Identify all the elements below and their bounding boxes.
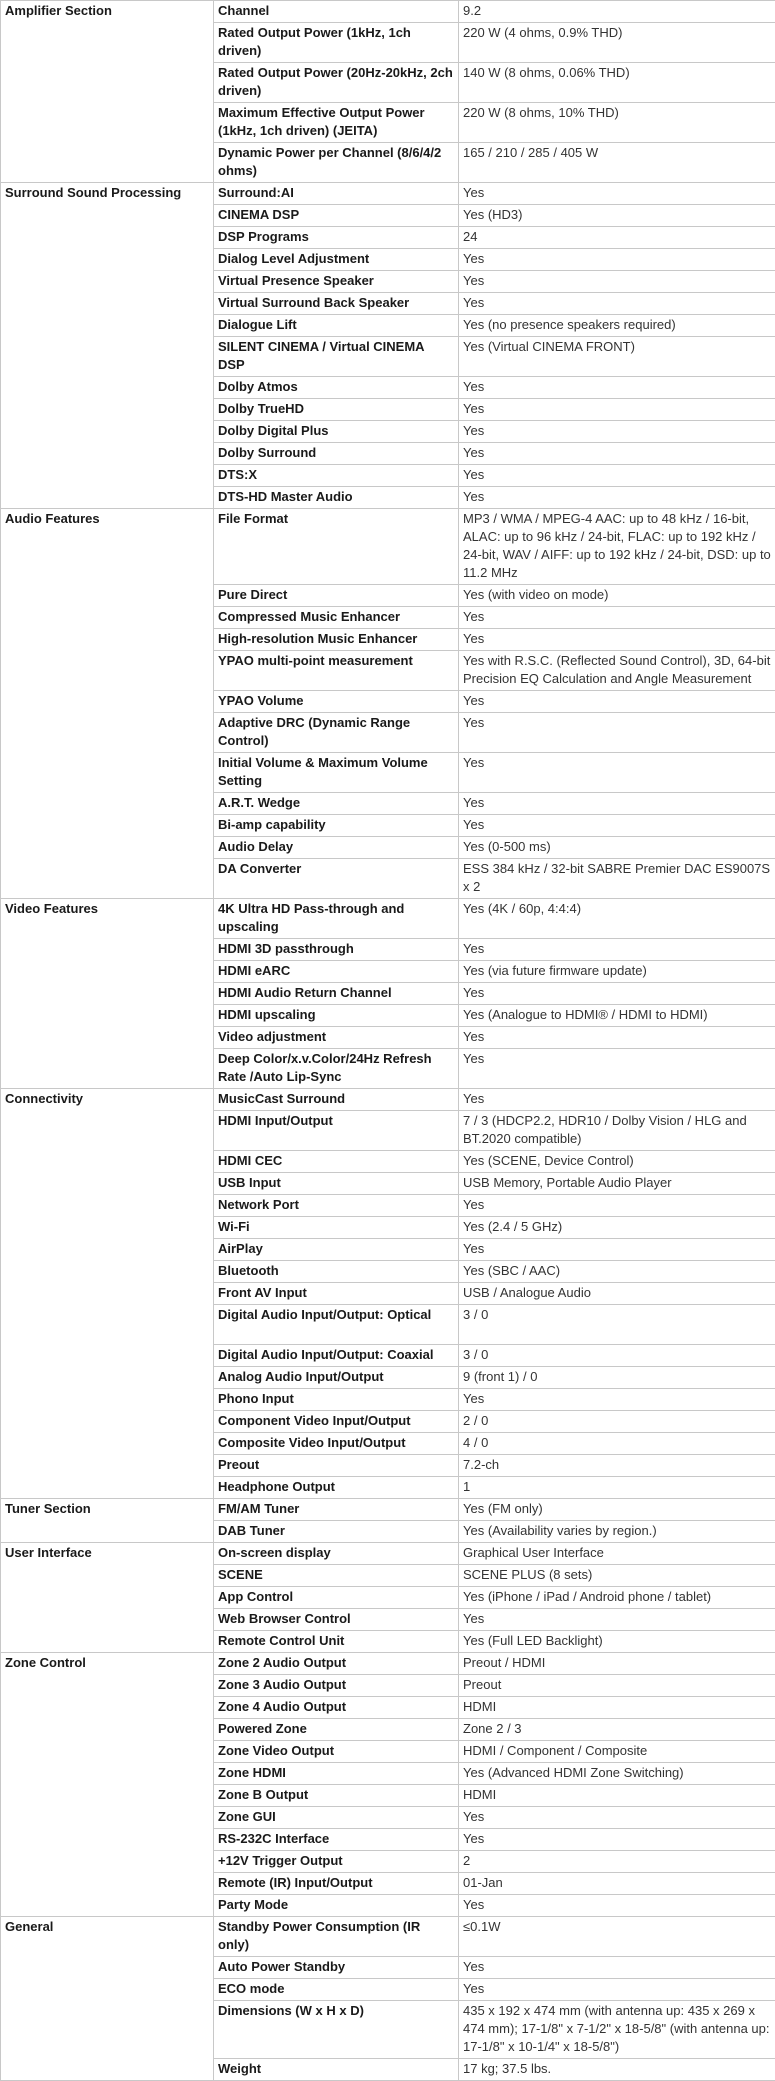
feature-value: Yes [459,249,775,271]
feature-label: DA Converter [214,859,459,899]
feature-label: App Control [214,1587,459,1609]
feature-value: Yes [459,1389,775,1411]
section-heading: Amplifier Section [1,1,214,183]
feature-value: Yes [459,443,775,465]
feature-value: Yes [459,421,775,443]
spec-row [1,1543,775,1565]
feature-label: Component Video Input/Output [214,1411,459,1433]
feature-value: Yes [459,293,775,315]
feature-label: Surround:AI [214,183,459,205]
feature-value: 7 / 3 (HDCP2.2, HDR10 / Dolby Vision / HLG and BT.2020 compatible) [459,1111,775,1151]
feature-value: Yes (no presence speakers required) [459,315,775,337]
feature-value: Yes [459,1027,775,1049]
feature-label: A.R.T. Wedge [214,793,459,815]
feature-value: 01-Jan [459,1873,775,1895]
feature-label: Bluetooth [214,1261,459,1283]
section-heading: Connectivity [1,1089,214,1499]
feature-value: Yes (with video on mode) [459,585,775,607]
feature-value: ESS 384 kHz / 32-bit SABRE Premier DAC ES9007S x 2 [459,859,775,899]
feature-label: Zone 4 Audio Output [214,1697,459,1719]
feature-label: HDMI CEC [214,1151,459,1173]
feature-value: USB / Analogue Audio [459,1283,775,1305]
feature-label: Dialog Level Adjustment [214,249,459,271]
feature-value: Yes (Analogue to HDMI® / HDMI to HDMI) [459,1005,775,1027]
feature-label: SCENE [214,1565,459,1587]
feature-label: Remote Control Unit [214,1631,459,1653]
feature-label: Standby Power Consumption (IR only) [214,1917,459,1957]
section-heading: Audio Features [1,509,214,899]
feature-value: Yes (SCENE, Device Control) [459,1151,775,1173]
spec-row [1,183,775,205]
feature-value: SCENE PLUS (8 sets) [459,1565,775,1587]
feature-label: Phono Input [214,1389,459,1411]
section-heading: Tuner Section [1,1499,214,1543]
section-heading: User Interface [1,1543,214,1653]
feature-value: Yes (0-500 ms) [459,837,775,859]
feature-value: Yes [459,183,775,205]
feature-value: HDMI / Component / Composite [459,1741,775,1763]
feature-value: USB Memory, Portable Audio Player [459,1173,775,1195]
feature-label: Zone Video Output [214,1741,459,1763]
feature-value: Yes [459,1089,775,1111]
feature-value: 220 W (4 ohms, 0.9% THD) [459,23,775,63]
feature-label: Dynamic Power per Channel (8/6/4/2 ohms) [214,143,459,183]
section-heading: Zone Control [1,1653,214,1917]
feature-value: 3 / 0 [459,1305,775,1345]
feature-label: High-resolution Music Enhancer [214,629,459,651]
feature-label: ECO mode [214,1979,459,2001]
feature-label: +12V Trigger Output [214,1851,459,1873]
feature-label: Adaptive DRC (Dynamic Range Control) [214,713,459,753]
feature-value: 140 W (8 ohms, 0.06% THD) [459,63,775,103]
feature-value: Yes [459,691,775,713]
feature-label: Dialogue Lift [214,315,459,337]
feature-value: Yes [459,1609,775,1631]
feature-label: HDMI eARC [214,961,459,983]
feature-value: Yes (via future firmware update) [459,961,775,983]
feature-value: Yes [459,271,775,293]
feature-label: Web Browser Control [214,1609,459,1631]
feature-label: CINEMA DSP [214,205,459,227]
feature-value: Yes [459,815,775,837]
spec-row [1,1089,775,1111]
feature-value: Yes (Virtual CINEMA FRONT) [459,337,775,377]
feature-value: Yes [459,1807,775,1829]
spec-row [1,509,775,585]
feature-value: Yes [459,465,775,487]
feature-label: RS-232C Interface [214,1829,459,1851]
feature-value: Yes [459,607,775,629]
feature-value: Yes (2.4 / 5 GHz) [459,1217,775,1239]
feature-value: Yes [459,1979,775,2001]
feature-value: Yes (4K / 60p, 4:4:4) [459,899,775,939]
feature-label: Dolby TrueHD [214,399,459,421]
feature-value: Yes (Full LED Backlight) [459,1631,775,1653]
feature-label: DAB Tuner [214,1521,459,1543]
feature-label: Digital Audio Input/Output: Coaxial [214,1345,459,1367]
feature-value: MP3 / WMA / MPEG-4 AAC: up to 48 kHz / 16-bit, ALAC: up to 96 kHz / 24-bit, FLAC: up to 192 kHz / 24-bit, WAV / AIFF: up to 192 kHz / 24-bit, DSD: up to 11.2 MHz [459,509,775,585]
feature-label: Rated Output Power (20Hz-20kHz, 2ch driven) [214,63,459,103]
feature-label: Zone GUI [214,1807,459,1829]
feature-label: Video adjustment [214,1027,459,1049]
feature-value: 7.2-ch [459,1455,775,1477]
feature-label: Dolby Surround [214,443,459,465]
feature-label: Zone 3 Audio Output [214,1675,459,1697]
feature-label: Composite Video Input/Output [214,1433,459,1455]
feature-label: HDMI upscaling [214,1005,459,1027]
feature-label: Virtual Presence Speaker [214,271,459,293]
feature-label: Digital Audio Input/Output: Optical [214,1305,459,1345]
feature-label: DSP Programs [214,227,459,249]
feature-value: Yes [459,939,775,961]
spec-row [1,1499,775,1521]
feature-label: HDMI 3D passthrough [214,939,459,961]
feature-value: Yes (iPhone / iPad / Android phone / tablet) [459,1587,775,1609]
feature-label: HDMI Audio Return Channel [214,983,459,1005]
feature-label: DTS:X [214,465,459,487]
feature-label: Analog Audio Input/Output [214,1367,459,1389]
spec-row [1,1917,775,1957]
spec-row [1,1653,775,1675]
feature-value: 3 / 0 [459,1345,775,1367]
section-heading: Surround Sound Processing [1,183,214,509]
feature-value: Yes [459,793,775,815]
feature-value: Preout [459,1675,775,1697]
feature-value: 2 / 0 [459,1411,775,1433]
feature-value: Yes [459,713,775,753]
feature-label: Maximum Effective Output Power (1kHz, 1ch driven) (JEITA) [214,103,459,143]
feature-label: On-screen display [214,1543,459,1565]
feature-value: Yes [459,1049,775,1089]
feature-label: Audio Delay [214,837,459,859]
feature-label: Remote (IR) Input/Output [214,1873,459,1895]
feature-label: Party Mode [214,1895,459,1917]
feature-value: Yes (Availability varies by region.) [459,1521,775,1543]
feature-value: ≤0.1W [459,1917,775,1957]
feature-label: Dimensions (W x H x D) [214,2001,459,2059]
spec-row [1,1,775,23]
feature-value: Yes [459,983,775,1005]
feature-label: Pure Direct [214,585,459,607]
feature-label: AirPlay [214,1239,459,1261]
feature-value: 435 x 192 x 474 mm (with antenna up: 435 x 269 x 474 mm); 17-1/8" x 7-1/2" x 18-5/8" (with antenna up: 17-1/8" x 10-1/4" x 18-5/8") [459,2001,775,2059]
feature-label: Preout [214,1455,459,1477]
feature-label: Wi-Fi [214,1217,459,1239]
feature-label: SILENT CINEMA / Virtual CINEMA DSP [214,337,459,377]
feature-label: Channel [214,1,459,23]
feature-value: Zone 2 / 3 [459,1719,775,1741]
feature-label: Weight [214,2059,459,2081]
feature-value: 220 W (8 ohms, 10% THD) [459,103,775,143]
feature-value: Yes [459,1957,775,1979]
section-heading: Video Features [1,899,214,1089]
feature-label: Virtual Surround Back Speaker [214,293,459,315]
feature-label: Zone B Output [214,1785,459,1807]
feature-value: Yes (SBC / AAC) [459,1261,775,1283]
feature-label: YPAO Volume [214,691,459,713]
feature-value: Yes [459,1239,775,1261]
feature-value: HDMI [459,1697,775,1719]
feature-label: Initial Volume & Maximum Volume Setting [214,753,459,793]
feature-label: USB Input [214,1173,459,1195]
feature-value: Yes [459,399,775,421]
feature-value: 9 (front 1) / 0 [459,1367,775,1389]
feature-label: 4K Ultra HD Pass-through and upscaling [214,899,459,939]
feature-value: Graphical User Interface [459,1543,775,1565]
feature-label: Rated Output Power (1kHz, 1ch driven) [214,23,459,63]
feature-value: 9.2 [459,1,775,23]
feature-value: Yes [459,1829,775,1851]
feature-label: Bi-amp capability [214,815,459,837]
feature-label: YPAO multi-point measurement [214,651,459,691]
feature-label: Compressed Music Enhancer [214,607,459,629]
feature-value: Yes [459,629,775,651]
feature-value: Yes [459,377,775,399]
feature-label: Zone HDMI [214,1763,459,1785]
feature-label: Auto Power Standby [214,1957,459,1979]
feature-value: Yes [459,487,775,509]
feature-value: 2 [459,1851,775,1873]
feature-value: Preout / HDMI [459,1653,775,1675]
feature-label: Network Port [214,1195,459,1217]
feature-label: HDMI Input/Output [214,1111,459,1151]
section-heading: General [1,1917,214,2081]
feature-label: Headphone Output [214,1477,459,1499]
feature-value: 165 / 210 / 285 / 405 W [459,143,775,183]
feature-label: Powered Zone [214,1719,459,1741]
spec-table-body [1,1,775,2081]
feature-label: Deep Color/x.v.Color/24Hz Refresh Rate /Auto Lip-Sync [214,1049,459,1089]
feature-value: Yes (FM only) [459,1499,775,1521]
feature-value: 24 [459,227,775,249]
feature-value: Yes (HD3) [459,205,775,227]
feature-value: Yes (Advanced HDMI Zone Switching) [459,1763,775,1785]
feature-label: Dolby Atmos [214,377,459,399]
feature-label: FM/AM Tuner [214,1499,459,1521]
feature-value: Yes [459,1195,775,1217]
feature-label: Zone 2 Audio Output [214,1653,459,1675]
feature-value: Yes with R.S.C. (Reflected Sound Control), 3D, 64-bit Precision EQ Calculation and Angle Measurement [459,651,775,691]
feature-value: Yes [459,753,775,793]
feature-label: Front AV Input [214,1283,459,1305]
feature-value: 1 [459,1477,775,1499]
feature-value: HDMI [459,1785,775,1807]
feature-value: Yes [459,1895,775,1917]
feature-label: Dolby Digital Plus [214,421,459,443]
feature-value: 17 kg; 37.5 lbs. [459,2059,775,2081]
feature-label: DTS-HD Master Audio [214,487,459,509]
feature-value: 4 / 0 [459,1433,775,1455]
feature-label: File Format [214,509,459,585]
feature-label: MusicCast Surround [214,1089,459,1111]
spec-row [1,899,775,939]
